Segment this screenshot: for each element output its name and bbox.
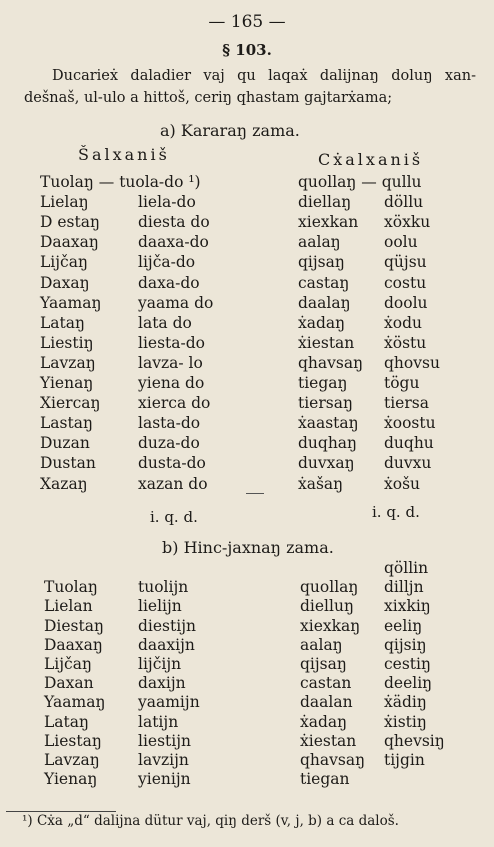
- cell-c1: Yaamaŋ: [44, 693, 106, 712]
- table-row: [0, 636, 494, 656]
- cell-c1: Liestaŋ: [44, 731, 102, 750]
- cell-c4: duvxu: [384, 454, 432, 473]
- table-row: [0, 354, 494, 374]
- cell-c3: xiexkan: [298, 213, 359, 232]
- cell-c2: daaxijn: [138, 635, 195, 654]
- cell-c2: daaxa-do: [138, 233, 209, 252]
- cell-c3: dielluŋ: [300, 597, 354, 616]
- section-number: § 103.: [222, 41, 272, 59]
- table-row: [0, 713, 494, 733]
- table-row: [0, 617, 494, 637]
- cell-c4: ẋoostu: [384, 414, 436, 433]
- table-row: [0, 751, 494, 771]
- cell-c2: duza-do: [138, 434, 200, 453]
- cell-c3: daalan: [300, 693, 353, 712]
- cell-c2: liesta-do: [138, 333, 206, 352]
- cell-c4: ẋodu: [384, 313, 422, 332]
- cell-c1: Lijčaŋ: [44, 655, 92, 673]
- cell-c3: tiersaŋ: [298, 394, 353, 413]
- cell-c4: deeliŋ: [384, 674, 433, 693]
- footnote-rule: [6, 811, 116, 812]
- cell-c3: diellaŋ: [298, 193, 352, 212]
- cell-c3: ẋašaŋ: [298, 474, 344, 493]
- cell-c1: Dustan: [40, 454, 96, 473]
- cell-c2: lata do: [138, 313, 192, 332]
- cell-c4: doolu: [384, 293, 428, 312]
- cell-c1: Daxaŋ: [40, 273, 90, 292]
- cell-c1: Lielaŋ: [40, 193, 89, 212]
- cell-c2: lijčijn: [138, 655, 182, 673]
- cell-c2: lasta-do: [138, 414, 201, 433]
- table-row: [0, 213, 494, 233]
- cell-c1: Xazaŋ: [40, 474, 88, 493]
- cell-c1: Diestaŋ: [44, 616, 104, 635]
- cell-c2: diesta do: [138, 213, 210, 232]
- cell-c3: ẋaastaŋ: [298, 414, 359, 433]
- cell-c4: tiersa: [384, 394, 429, 413]
- cell-c3: ẋadaŋ: [300, 712, 348, 731]
- table-row: [0, 414, 494, 434]
- cell-c4: oolu: [384, 233, 418, 252]
- table-row: [0, 578, 494, 598]
- cell-c2: liela-do: [138, 193, 196, 212]
- cell-c3: ẋadaŋ: [298, 313, 346, 332]
- cell-c4: tögu: [384, 374, 420, 392]
- cell-c2: yaamijn: [138, 693, 200, 712]
- cell-c1: D estaŋ: [40, 213, 100, 232]
- cell-c4: cestiŋ: [384, 655, 431, 673]
- table-row: [0, 559, 494, 579]
- cell-c3: tiegaŋ: [298, 374, 348, 392]
- cell-c1: Lastaŋ: [40, 414, 93, 433]
- cell-c2: tuolijn: [138, 578, 189, 597]
- cell-c4: ẋädiŋ: [384, 693, 427, 712]
- cell-c3: duvxaŋ: [298, 454, 355, 473]
- cell-c2: lavza- lo: [138, 353, 203, 372]
- cell-c1: Lavzaŋ: [40, 353, 96, 372]
- cell-c1: Tuolaŋ: [44, 578, 98, 597]
- cell-c4: döllu: [384, 193, 424, 212]
- cell-c4: qüjsu: [384, 253, 427, 272]
- cell-c3: qhavsaŋ: [298, 353, 364, 372]
- part-a-heading: a) Kararaŋ zama.: [160, 121, 300, 140]
- cell-c2: lavzijn: [138, 751, 189, 769]
- cell-c2: yaama do: [138, 293, 214, 312]
- cell-c1: Liestiŋ: [40, 333, 94, 352]
- table-row: [0, 274, 494, 294]
- table-row: [0, 475, 494, 495]
- cell-c1: Daxan: [44, 674, 94, 693]
- cell-c4: duqhu: [384, 434, 434, 453]
- table-row: [0, 454, 494, 474]
- cell-c3: castan: [300, 674, 352, 693]
- table-row: [0, 770, 494, 790]
- cell-c4: qhovsu: [384, 353, 440, 372]
- table-row: [0, 193, 494, 213]
- cell-c3: castaŋ: [298, 273, 350, 292]
- cell-c4: tijgin: [384, 751, 425, 769]
- cell-c4: costu: [384, 273, 427, 292]
- cell-c4: qhevsiŋ: [384, 731, 445, 750]
- cell-c1: Lijčaŋ: [40, 253, 88, 272]
- cell-c3: quollaŋ: [300, 578, 359, 597]
- table-row: [0, 693, 494, 713]
- table-row: [0, 294, 494, 314]
- cell-c3: qijsaŋ: [300, 655, 347, 673]
- cell-c1: Daaxaŋ: [40, 233, 99, 252]
- table-row: [0, 374, 494, 394]
- cell-c3: xiexkaŋ: [300, 616, 361, 635]
- table-row: [0, 732, 494, 752]
- intro-line-1: Ducarieẋ daladier vaj qu laqaẋ dalijnaŋ doluŋ xan-: [52, 68, 476, 84]
- cell-c4: eeliŋ: [384, 616, 423, 635]
- cell-c1: Lataŋ: [40, 313, 85, 332]
- cell-c2: latijn: [138, 712, 179, 731]
- cell-c4: qöllin: [384, 559, 429, 577]
- cell-c3: quollaŋ — qullu: [298, 173, 422, 191]
- cell-c1: Yienaŋ: [40, 374, 94, 392]
- cell-c2: xierca do: [138, 394, 211, 413]
- table-row: [0, 597, 494, 617]
- cell-c1: Lavzaŋ: [44, 751, 100, 769]
- cell-c2: daxijn: [138, 674, 186, 693]
- cell-c2: xazan do: [138, 474, 208, 493]
- iqd-left: i. q. d.: [150, 508, 198, 526]
- cell-c3: aalaŋ: [300, 635, 343, 654]
- footnote: ¹) Cẋa „d“ dalijna dütur vaj, qiŋ derš (v, j, b) a ca daloš.: [22, 813, 399, 829]
- intro-line-2: dešnaš, ul-ulo a hittoš, ceriŋ qhastam gajtarẋama;: [24, 90, 393, 106]
- cell-c3: aalaŋ: [298, 233, 341, 252]
- cell-c1: Yienaŋ: [44, 770, 98, 789]
- page-number: — 165 —: [208, 12, 286, 32]
- cell-c1: Lielan: [44, 597, 93, 616]
- cell-c4: xixkiŋ: [384, 597, 431, 616]
- cell-c3: ẋiestan: [300, 731, 357, 750]
- right-column-heading: Cẋalxaniš: [318, 150, 424, 169]
- table-row: [0, 314, 494, 334]
- table-row: [0, 674, 494, 694]
- cell-c3: daalaŋ: [298, 293, 351, 312]
- cell-c1: Duzan: [40, 434, 90, 453]
- table-row: [0, 394, 494, 414]
- iqd-right: i. q. d.: [372, 503, 420, 521]
- cell-c1: Xiercaŋ: [40, 394, 101, 413]
- table-row: [0, 655, 494, 675]
- table-row: [0, 233, 494, 253]
- cell-c2: lielijn: [138, 597, 182, 616]
- cell-c1: Lataŋ: [44, 712, 89, 731]
- cell-c2: dusta-do: [138, 454, 206, 473]
- cell-c1: Yaamaŋ: [40, 293, 102, 312]
- cell-c2: daxa-do: [138, 273, 200, 292]
- cell-c1: Tuolaŋ — tuola-do ¹): [40, 173, 201, 191]
- cell-c3: tiegan: [300, 770, 350, 789]
- cell-c2: yienijn: [138, 770, 191, 789]
- left-column-heading: Šalxaniš: [78, 145, 170, 164]
- cell-c2: diestijn: [138, 616, 196, 635]
- cell-c3: qijsaŋ: [298, 253, 345, 272]
- table-row: [0, 434, 494, 454]
- table-row: [0, 173, 494, 193]
- cell-c4: qijsiŋ: [384, 635, 427, 654]
- cell-c3: qhavsaŋ: [300, 751, 366, 769]
- cell-c4: ẋöstu: [384, 333, 427, 352]
- cell-c3: duqhaŋ: [298, 434, 358, 453]
- part-b-heading: b) Hinc-jaxnaŋ zama.: [162, 538, 334, 557]
- cell-c2: lijča-do: [138, 253, 196, 272]
- cell-c4: ẋistiŋ: [384, 712, 427, 731]
- cell-c4: xöxku: [384, 213, 431, 232]
- cell-c4: dilljn: [384, 578, 424, 597]
- cell-c2: yiena do: [138, 374, 205, 392]
- table-row: [0, 334, 494, 354]
- cell-c4: ẋošu: [384, 474, 421, 493]
- cell-c2: liestijn: [138, 731, 192, 750]
- xazan-dash: [246, 493, 264, 494]
- cell-c3: ẋiestan: [298, 333, 355, 352]
- table-row: [0, 253, 494, 273]
- cell-c1: Daaxaŋ: [44, 635, 103, 654]
